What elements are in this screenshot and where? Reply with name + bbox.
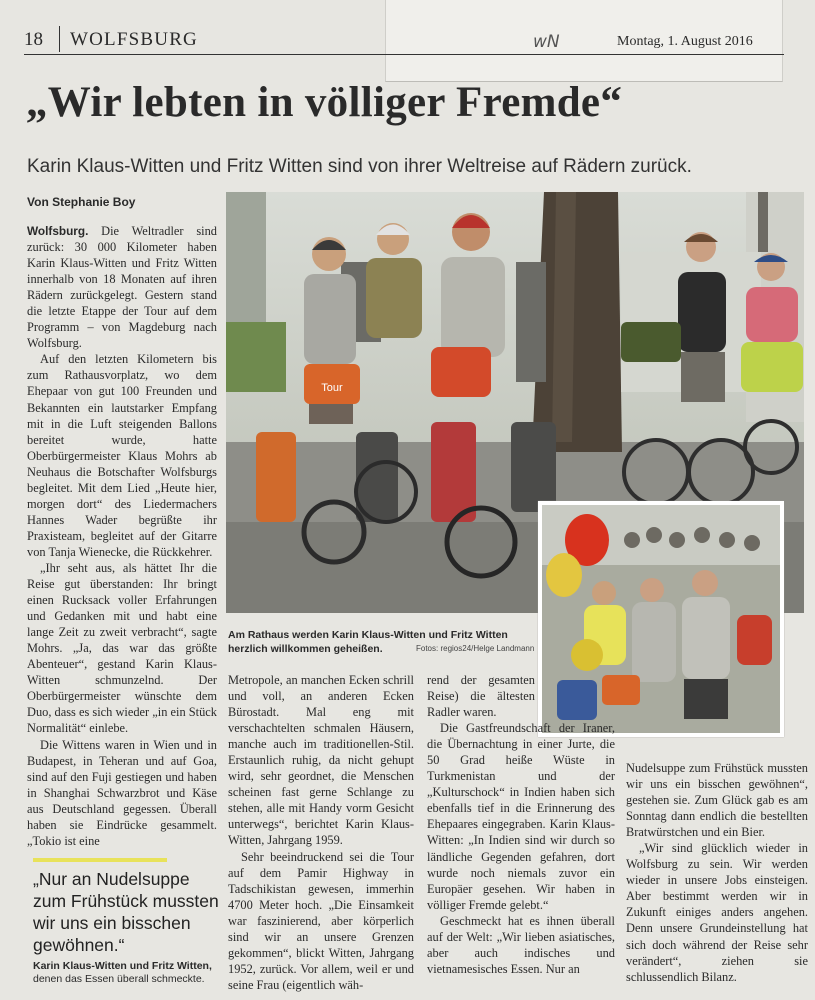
pull-quote: „Nur an Nudelsuppe zum Frühstück mussten wir uns ein bisschen gewöhnen.“: [33, 869, 219, 955]
article-column-2: [228, 672, 414, 993]
photo-caption: Am Rathaus werden Karin Klaus-Witten und Fritz Witten herzlich willkommen geheißen.: [228, 629, 508, 655]
paragraph: Nudelsuppe zum Frühstück mussten wir uns ein bisschen gewöhnen“, gestehen sie. Zum Glück gab es am Sonntag dann endlich die bestellten Bratwürstchen und ein Bier.: [626, 761, 808, 840]
pull-quote-attribution: [33, 960, 212, 986]
paragraph: Sehr beeindruckend sei die Tour auf dem Pamir Highway in Tadschikistan gewesen, immerhin 4700 Meter hoch. „Die Einsamkeit war faszinierend, aber körperlich sind wir an unsere Grenzen gekommen“, blickt Witten, Jahrgang 1952, zurück. Vor allem, weil er und seine Frau (eigentlich wäh-: [228, 849, 414, 992]
header-rule: [24, 54, 784, 55]
paragraph: Die Wittens waren in Wien und in Budapest, in Teheran und auf Goa, sind auf den Fuji gestiegen und haben in Shanghai Schwarzbrot und Käse aus Deutschland gegessen. Überall haben sie Eindrücke gesammelt. „Tokio ist eine: [27, 737, 217, 848]
photo-credit: Fotos: regios24/Helge Landmann: [416, 644, 535, 653]
section-title: WOLFSBURG: [70, 29, 198, 50]
paragraph: Die Gastfreundschaft der Iraner, die Übernachtung in einer Jurte, die 50 Grad heiße Wüste in Turkmenistan und der „Kulturschock“ in Indien haben sich ebenfalls tief in die Erinnerung des Ehepaares eingegraben. Karin Klaus-Witten: „In Indien sind wir durch so ländliche Gegenden gefahren, dort wurde noch niemals zuvor ein Europäer gesehen. Wir haben in völliger Fremde gelebt.“: [427, 721, 615, 912]
pull-quote-note: denen das Essen überall schmeckte.: [33, 973, 205, 985]
page-number: 18: [24, 29, 43, 50]
subheadline: Karin Klaus-Witten und Fritz Witten sind von ihrer Weltreise auf Rädern zurück.: [27, 156, 692, 177]
paragraph: rend der gesamten Reise) die ältesten Radler waren.: [427, 673, 535, 720]
dateline: Wolfsburg.: [27, 224, 89, 238]
handlebar-sign-text: Tour: [321, 382, 343, 394]
paragraph: Wolfsburg. Die Weltradler sind zurück: 30 000 Kilometer haben Karin Klaus-Witten und Fritz Witten innerhalb von 18 Monaten auf ihren Rädern zurückgelegt. Gestern stand die letzte Etappe der Tour auf dem Programm – von Magdeburg nach Wolfsburg.: [27, 224, 217, 351]
handwritten-mark: wN: [533, 32, 560, 52]
pull-quote-accent: [33, 858, 167, 862]
paragraph: Metropole, an manchen Ecken schrill und voll, an anderen Ecken Bürostadt. Mal eng mit verschachtelten schmalen Häusern, manche auch im traditionellen-Stil. Erstaunlich ruhig, da nicht gehupt wird, sehr geordnet, die Menschen scheinen fast gerne Schlange zu stehen, alle mit Handy vorm Gesicht unterwegs“, berichtet Karin Klaus-Witten, Jahrgang 1959.: [228, 673, 414, 848]
paragraph: Geschmeckt hat es ihnen überall auf der Welt: „Wir lieben asiatisches, aber auch indisches und vietnamesisches Essen. Nur an: [427, 913, 615, 976]
byline: Von Stephanie Boy: [27, 195, 136, 209]
article-column-1: [27, 223, 217, 849]
pull-quote-names: Karin Klaus-Witten und Fritz Witten,: [33, 960, 212, 972]
header-divider: [59, 26, 60, 52]
article-column-3: [427, 672, 615, 977]
issue-date: Montag, 1. August 2016: [617, 34, 753, 49]
headline: „Wir lebten in völliger Fremde“: [26, 79, 623, 126]
paragraph: Auf den letzten Kilometern bis zum Rathausvorplatz, wo dem Ehepaar von gut 100 Freunden und Bekannten ein lautstarker Empfang mit in die Luft steigenden Ballons bereitet wurde, hatte Oberbürgermeister Klaus Mohrs ab Neuhaus die Botschafter Wolfsburgs begleitet. Mit dem Lied „Heute hier, morgen dort“ des Liedermachers Hannes Wader begrüßte ihr Praxisteam, begleitet auf der Gitarre von Tanja Wienecke, die Rückkehrer.: [27, 352, 217, 559]
paragraph: „Ihr seht aus, als hättet Ihr die Reise gut überstanden: Ihr bringt einen Rucksack voller Erfahrungen und Gedanken mit und habt eine lange Zeit zu zweit verbracht“, sagte Mohrs. „Ja, das war das größte Abenteuer“, gestand Karin Klaus-Witten schmunzelnd. Der Oberbürgermeister wünschte dem Duo, dass es sich wieder „in ein Stück Normalität“ einlebe.: [27, 560, 217, 736]
paragraph: „Wir sind glücklich wieder in Wolfsburg zu sein. Wir werden wieder in unsere Jobs einsteigen. Aber bestimmt werden wir in Zukunft einiges anders angehen. Denn unsere Grundeinstellung hat sich doch während der Reise sehr verändert“, ziehen sie schlussendlich Bilanz.: [626, 841, 808, 984]
article-column-4: [626, 760, 808, 985]
